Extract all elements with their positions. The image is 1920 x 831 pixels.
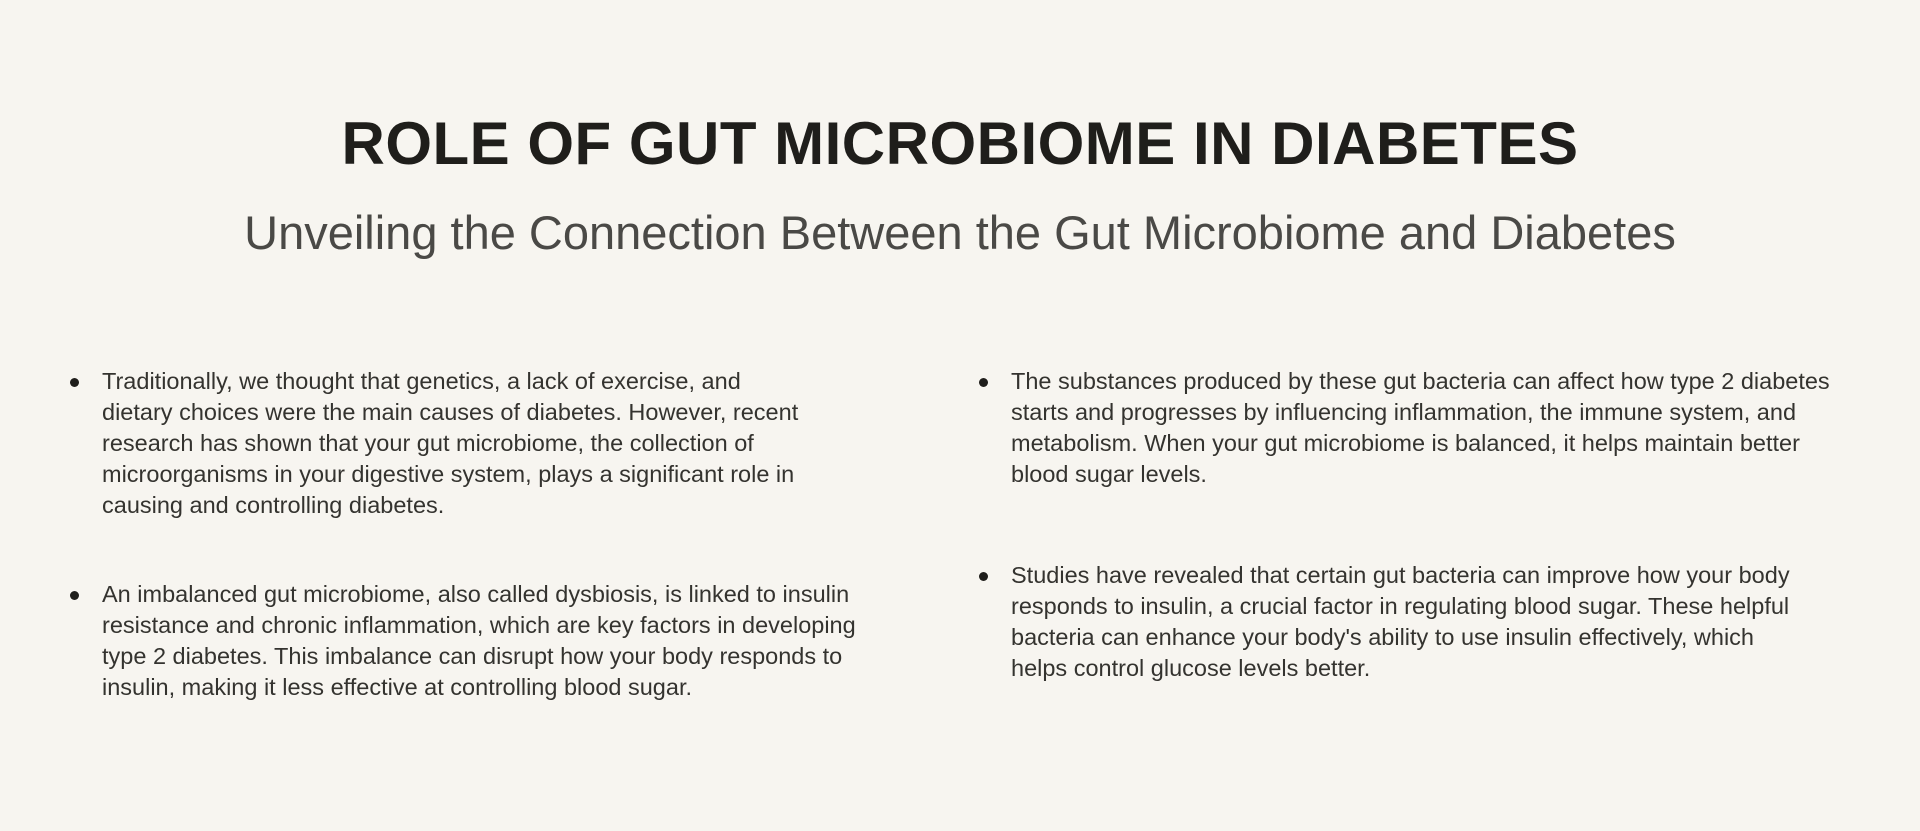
bullet-item-insulin-studies: Studies have revealed that certain gut bacteria can improve how your body responds to insulin, a crucial factor in regulating blood sugar. These helpful bacteria can enhance your body's ability to use insulin effectively, which helps control glucose levels better. <box>1011 562 1790 681</box>
bullet-item-dysbiosis: An imbalanced gut microbiome, also called dysbiosis, is linked to insulin resistance and chronic inflammation, which are key factors in developing type 2 diabetes. This imbalance can disrupt how your body responds to insulin, making it less effective at controlling blood sugar. <box>102 581 856 700</box>
bullet-dot-icon <box>70 591 79 600</box>
page-title: ROLE OF GUT MICROBIOME IN DIABETES <box>341 110 1579 177</box>
bullet-dot-icon <box>979 572 988 581</box>
bullet-item-substances: The substances produced by these gut bacteria can affect how type 2 diabetes starts and progresses by influencing inflammation, the immune system, and metabolism. When your gut microbiome is balanced, it helps maintain better blood sugar levels. <box>1011 368 1830 487</box>
bullet-item-genetics: Traditionally, we thought that genetics, a lack of exercise, and dietary choices were the main causes of diabetes. However, recent research has shown that your gut microbiome, the collection of microorganisms in your digestive system, plays a significant role in causing and controlling diabetes. <box>102 368 799 518</box>
bullet-dot-icon <box>979 378 988 387</box>
bullet-dot-icon <box>70 378 79 387</box>
page-subtitle: Unveiling the Connection Between the Gut Microbiome and Diabetes <box>244 206 1676 259</box>
